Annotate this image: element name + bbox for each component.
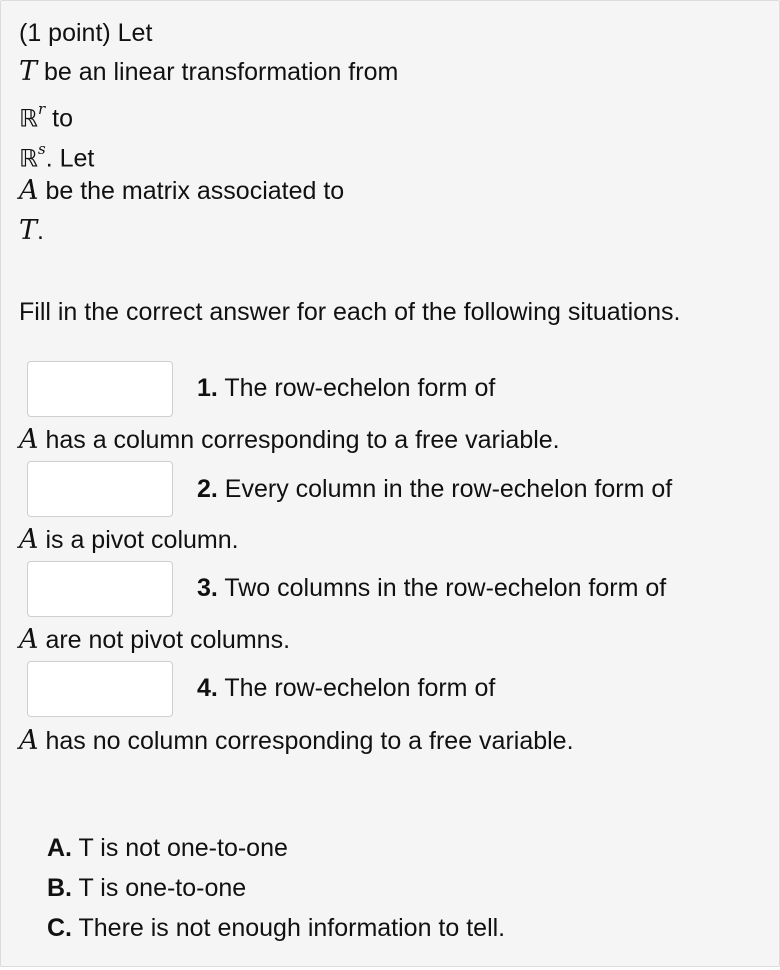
instruction: Fill in the correct answer for each of the following situations. <box>19 298 681 326</box>
codomain-exponent: s <box>38 140 46 158</box>
problem-line-matrix <box>19 176 344 206</box>
problem-line-transformation <box>19 57 398 87</box>
option-b-text: T is one-to-one <box>72 874 247 902</box>
item-1-first-line <box>197 373 495 403</box>
item-2-first-line <box>197 474 672 504</box>
item-3-var: A <box>19 624 39 655</box>
item-3-second-line <box>19 625 290 655</box>
item-1-text-first: The row-echelon form of <box>217 374 496 402</box>
answer-input-1[interactable] <box>27 361 173 417</box>
problem-line-end <box>19 216 44 246</box>
answer-input-2[interactable] <box>27 461 173 517</box>
item-3-number: 3. <box>197 574 218 602</box>
let-text: . Let <box>45 144 95 173</box>
answer-input-4[interactable] <box>27 661 173 717</box>
to-text: to <box>45 104 73 133</box>
answer-input-3[interactable] <box>27 561 173 617</box>
real-numbers-symbol: ℝ <box>19 104 38 133</box>
domain-exponent: r <box>38 100 46 118</box>
item-2-text-second: is a pivot column. <box>38 526 239 554</box>
item-2-number: 2. <box>197 475 218 503</box>
var-A: A <box>19 175 39 206</box>
option-c-text: There is not enough information to tell. <box>72 914 506 942</box>
item-4-text-first: The row-echelon form of <box>217 674 496 702</box>
item-3-text-second: are not pivot columns. <box>38 626 291 654</box>
item-2-second-line <box>19 525 239 555</box>
option-c <box>47 913 505 943</box>
item-1-second-line <box>19 425 560 455</box>
item-4-second-line <box>19 726 574 756</box>
matrix-text: be the matrix associated to <box>38 177 345 205</box>
problem-line-codomain <box>19 137 94 173</box>
option-b <box>47 873 246 903</box>
option-a-letter: A. <box>47 834 72 862</box>
var-T-end: T <box>19 215 38 246</box>
transformation-text: be an linear transformation from <box>37 58 399 86</box>
item-1-number: 1. <box>197 374 218 402</box>
item-3-first-line <box>197 573 666 603</box>
problem-intro: (1 point) Let <box>19 19 153 47</box>
item-4-text-second: has no column corresponding to a free variable. <box>38 727 574 755</box>
item-4-first-line <box>197 673 495 703</box>
item-4-var: A <box>19 725 39 756</box>
var-T: T <box>19 56 38 87</box>
item-4-number: 4. <box>197 674 218 702</box>
item-1-text-second: has a column corresponding to a free variable. <box>38 426 560 454</box>
item-1-var: A <box>19 424 39 455</box>
option-a-text: T is not one-to-one <box>72 834 288 862</box>
item-2-text-first: Every column in the row-echelon form of <box>217 475 673 503</box>
item-2-var: A <box>19 524 39 555</box>
item-3-text-first: Two columns in the row-echelon form of <box>217 574 667 602</box>
option-b-letter: B. <box>47 874 72 902</box>
problem-line-domain <box>19 97 73 133</box>
period: . <box>37 217 44 245</box>
option-c-letter: C. <box>47 914 72 942</box>
option-a <box>47 833 288 863</box>
real-numbers-symbol-2: ℝ <box>19 144 38 173</box>
